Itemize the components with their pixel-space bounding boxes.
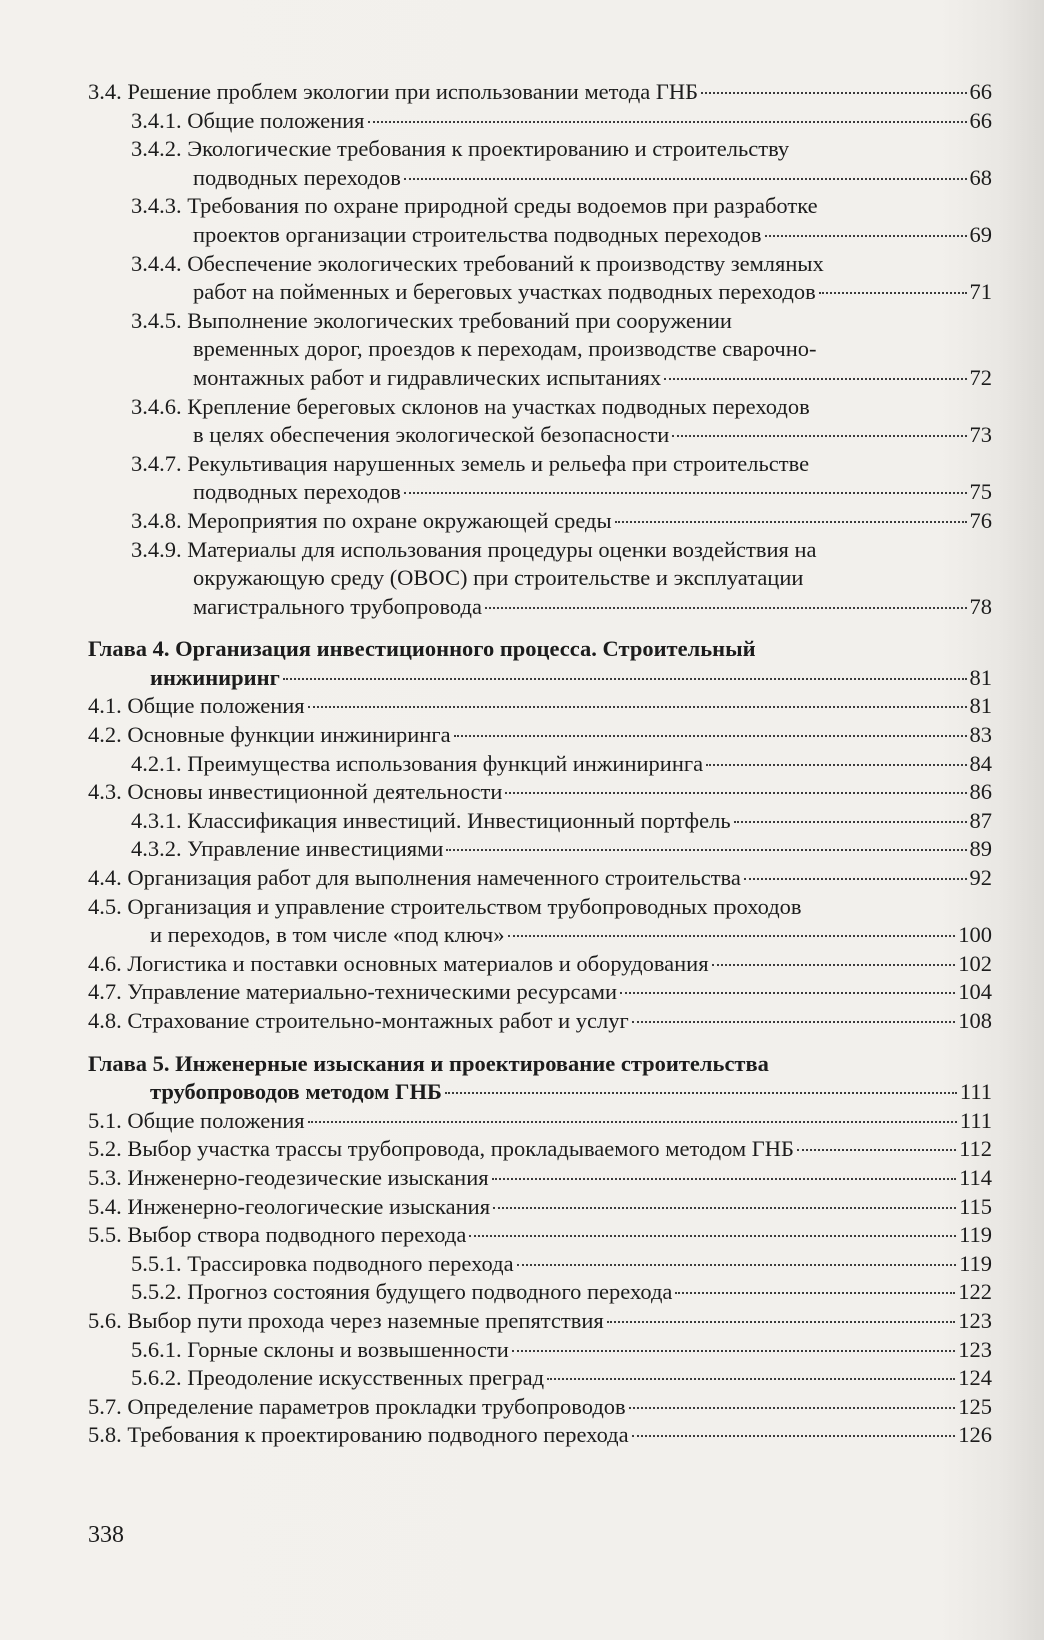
toc-entry: [88, 393, 992, 450]
toc-line: окружающую среду (ОВОС) при строительстве и эксплуатации: [193, 565, 804, 591]
toc-title: 3.4.1. Общие положения: [131, 107, 365, 133]
toc-title: в целях обеспечения экологической безопасности: [193, 422, 670, 448]
dot-leader: [512, 1350, 955, 1352]
toc-page-number: 119: [959, 1250, 992, 1276]
toc-entry: [88, 978, 992, 1007]
toc-entry: [88, 1250, 992, 1279]
dot-leader: [308, 1121, 957, 1123]
toc-line: Глава 4. Организация инвестиционного процесса. Строительный: [88, 636, 756, 662]
toc-page-number: 66: [969, 107, 992, 133]
toc-page-number: 72: [969, 364, 992, 390]
toc-entry: [88, 750, 992, 779]
toc-title: и переходов, в том числе «под ключ»: [150, 922, 505, 948]
toc-title: 4.3. Основы инвестиционной деятельности: [88, 779, 503, 805]
toc-line: 3.4.4. Обеспечение экологических требований к производству земляных: [131, 250, 824, 276]
toc-entry: [88, 1107, 992, 1136]
toc-page-number: 69: [969, 221, 992, 247]
toc-title: монтажных работ и гидравлических испытаниях: [193, 364, 662, 390]
toc-title: 4.3.2. Управление инвестициями: [131, 836, 444, 862]
toc-page-number: 81: [969, 693, 992, 719]
toc-title: 5.5. Выбор створа подводного перехода: [88, 1222, 467, 1248]
toc-title: магистрального трубопровода: [193, 593, 482, 619]
dot-leader: [445, 1092, 957, 1094]
toc-title: 3.4. Решение проблем экологии при использовании метода ГНБ: [88, 79, 699, 104]
dot-leader: [734, 821, 967, 823]
dot-leader: [712, 964, 956, 966]
dot-leader: [675, 1292, 955, 1294]
dot-leader: [632, 1435, 956, 1437]
toc-entry: [88, 450, 992, 507]
toc-entry: [88, 1164, 992, 1193]
toc-page-number: 124: [958, 1365, 992, 1391]
toc-page-number: 68: [969, 164, 992, 190]
toc-entry: [88, 536, 992, 622]
toc-page-number: 111: [959, 1079, 992, 1105]
toc-entry: [88, 507, 992, 536]
dot-leader: [706, 764, 966, 766]
toc-title: 5.3. Инженерно-геодезические изыскания: [88, 1164, 489, 1190]
toc-entry: [88, 1221, 992, 1250]
toc-line: 3.4.5. Выполнение экологических требований при сооружении: [131, 307, 732, 333]
toc-entry: [88, 692, 992, 721]
dot-leader: [819, 292, 967, 294]
toc-page-number: 100: [958, 922, 992, 948]
toc-title: инжиниринг: [150, 664, 280, 690]
toc-entry: [88, 721, 992, 750]
toc-page-number: 89: [969, 836, 992, 862]
toc-title: 4.8. Страхование строительно-монтажных работ и услуг: [88, 1008, 629, 1033]
toc-line: 3.4.2. Экологические требования к проектированию и строительству: [131, 136, 790, 162]
toc-title: 4.3.1. Классификация инвестиций. Инвестиционный портфель: [131, 807, 731, 833]
toc-entry: [88, 1007, 992, 1036]
toc-title: подводных переходов: [193, 479, 401, 505]
dot-leader: [454, 735, 967, 737]
toc-entry: [88, 1278, 992, 1307]
toc-title: 5.7. Определение параметров прокладки трубопроводов: [88, 1393, 626, 1419]
toc-title: работ на пойменных и береговых участках подводных переходов: [193, 279, 816, 305]
toc-chapter: [88, 1050, 992, 1107]
toc-page-number: 66: [969, 79, 992, 104]
toc-entry: [88, 107, 992, 136]
dot-leader: [629, 1407, 956, 1409]
dot-leader: [493, 1207, 956, 1209]
toc-entry: [88, 835, 992, 864]
toc-title: 4.4. Организация работ для выполнения намеченного строительства: [88, 865, 741, 891]
toc-page-number: 75: [969, 479, 992, 505]
toc-entry: [88, 893, 992, 950]
toc-title: 4.1. Общие положения: [88, 693, 305, 719]
toc-page-number: 122: [958, 1279, 992, 1305]
toc-title: 4.7. Управление материально-техническими ресурсами: [88, 979, 617, 1005]
dot-leader: [446, 849, 966, 851]
toc-page-number: 112: [959, 1136, 992, 1162]
toc-line: 3.4.6. Крепление береговых склонов на участках подводных переходов: [131, 393, 810, 419]
toc-title: 4.2.1. Преимущества использования функций инжиниринга: [131, 750, 704, 776]
toc-title: 5.6.1. Горные склоны и возвышенности: [131, 1336, 509, 1362]
toc-page-number: 83: [969, 722, 992, 748]
dot-leader: [615, 521, 967, 523]
toc-entry: [88, 135, 992, 192]
toc-entry: [88, 864, 992, 893]
table-of-contents: [88, 78, 992, 1450]
dot-leader: [308, 706, 967, 708]
toc-page-number: 92: [969, 865, 992, 891]
toc-page-number: 111: [959, 1107, 992, 1133]
dot-leader: [404, 492, 967, 494]
toc-title: подводных переходов: [193, 164, 401, 190]
toc-title: 5.2. Выбор участка трассы трубопровода, прокладываемого методом ГНБ: [88, 1136, 794, 1162]
toc-title: 5.5.2. Прогноз состояния будущего подводного перехода: [131, 1279, 673, 1305]
toc-page-number: 84: [969, 750, 992, 776]
toc-page-number: 125: [958, 1393, 992, 1419]
toc-page-number: 119: [959, 1222, 992, 1248]
toc-entry: [88, 250, 992, 307]
toc-entry: [88, 807, 992, 836]
toc-title: трубопроводов методом ГНБ: [150, 1079, 442, 1105]
toc-page-number: 76: [969, 507, 992, 533]
dot-leader: [368, 121, 967, 123]
toc-entry: [88, 78, 992, 107]
toc-entry: [88, 192, 992, 249]
toc-title: проектов организации строительства подводных переходов: [193, 221, 762, 247]
toc-entry: [88, 1364, 992, 1393]
toc-title: 5.5.1. Трассировка подводного перехода: [131, 1250, 514, 1276]
toc-title: 4.6. Логистика и поставки основных материалов и оборудования: [88, 950, 709, 976]
page-number: 338: [88, 1522, 124, 1548]
toc-title: 5.1. Общие положения: [88, 1107, 305, 1133]
toc-line: 3.4.3. Требования по охране природной среды водоемов при разработке: [131, 193, 818, 219]
toc-line: временных дорог, проездов к переходам, производстве сварочно-: [193, 336, 817, 362]
dot-leader: [765, 235, 967, 237]
toc-line: 3.4.9. Материалы для использования процедуры оценки воздействия на: [131, 536, 817, 562]
dot-leader: [508, 935, 956, 937]
dot-leader: [632, 1021, 956, 1023]
toc-entry: [88, 1421, 992, 1450]
toc-line: 4.5. Организация и управление строительством трубопроводных проходов: [88, 893, 802, 919]
dot-leader: [607, 1321, 956, 1323]
toc-entry: [88, 307, 992, 393]
toc-page-number: 115: [959, 1193, 992, 1219]
toc-page-number: 104: [958, 979, 992, 1005]
dot-leader: [797, 1149, 956, 1151]
toc-title: 5.6. Выбор пути прохода через наземные препятствия: [88, 1307, 604, 1333]
dot-leader: [620, 992, 955, 994]
toc-chapter: [88, 635, 992, 692]
dot-leader: [485, 607, 967, 609]
dot-leader: [744, 878, 967, 880]
toc-entry: [88, 1135, 992, 1164]
toc-entry: [88, 1393, 992, 1422]
toc-entry: [88, 778, 992, 807]
toc-title: 5.4. Инженерно-геологические изыскания: [88, 1193, 491, 1219]
toc-title: 4.2. Основные функции инжиниринга: [88, 722, 451, 748]
toc-page-number: 108: [958, 1008, 992, 1033]
toc-page-number: 102: [958, 950, 992, 976]
toc-page-number: 71: [969, 279, 992, 305]
dot-leader: [547, 1378, 955, 1380]
toc-entry: [88, 950, 992, 979]
dot-leader: [664, 378, 966, 380]
toc-page-number: 81: [969, 664, 992, 690]
dot-leader: [492, 1178, 956, 1180]
toc-page-number: 123: [958, 1307, 992, 1333]
toc-line: 3.4.7. Рекультивация нарушенных земель и рельефа при строительстве: [131, 450, 810, 476]
dot-leader: [404, 178, 967, 180]
toc-entry: [88, 1193, 992, 1222]
dot-leader: [517, 1264, 957, 1266]
dot-leader: [672, 435, 966, 437]
toc-page-number: 87: [969, 807, 992, 833]
dot-leader: [701, 92, 966, 94]
toc-page-number: 86: [969, 779, 992, 805]
toc-page-number: 73: [969, 422, 992, 448]
toc-page-number: 123: [958, 1336, 992, 1362]
toc-title: 5.6.2. Преодоление искусственных преград: [131, 1365, 545, 1391]
dot-leader: [283, 678, 967, 680]
dot-leader: [469, 1235, 956, 1237]
toc-line: Глава 5. Инженерные изыскания и проектирование строительства: [88, 1050, 769, 1076]
toc-page-number: 78: [969, 593, 992, 619]
toc-page-number: 126: [958, 1422, 992, 1448]
toc-title: 3.4.8. Мероприятия по охране окружающей среды: [131, 507, 612, 533]
toc-page-number: 114: [959, 1164, 992, 1190]
toc-entry: [88, 1336, 992, 1365]
dot-leader: [505, 792, 966, 794]
toc-title: 5.8. Требования к проектированию подводного перехода: [88, 1422, 629, 1448]
toc-entry: [88, 1307, 992, 1336]
